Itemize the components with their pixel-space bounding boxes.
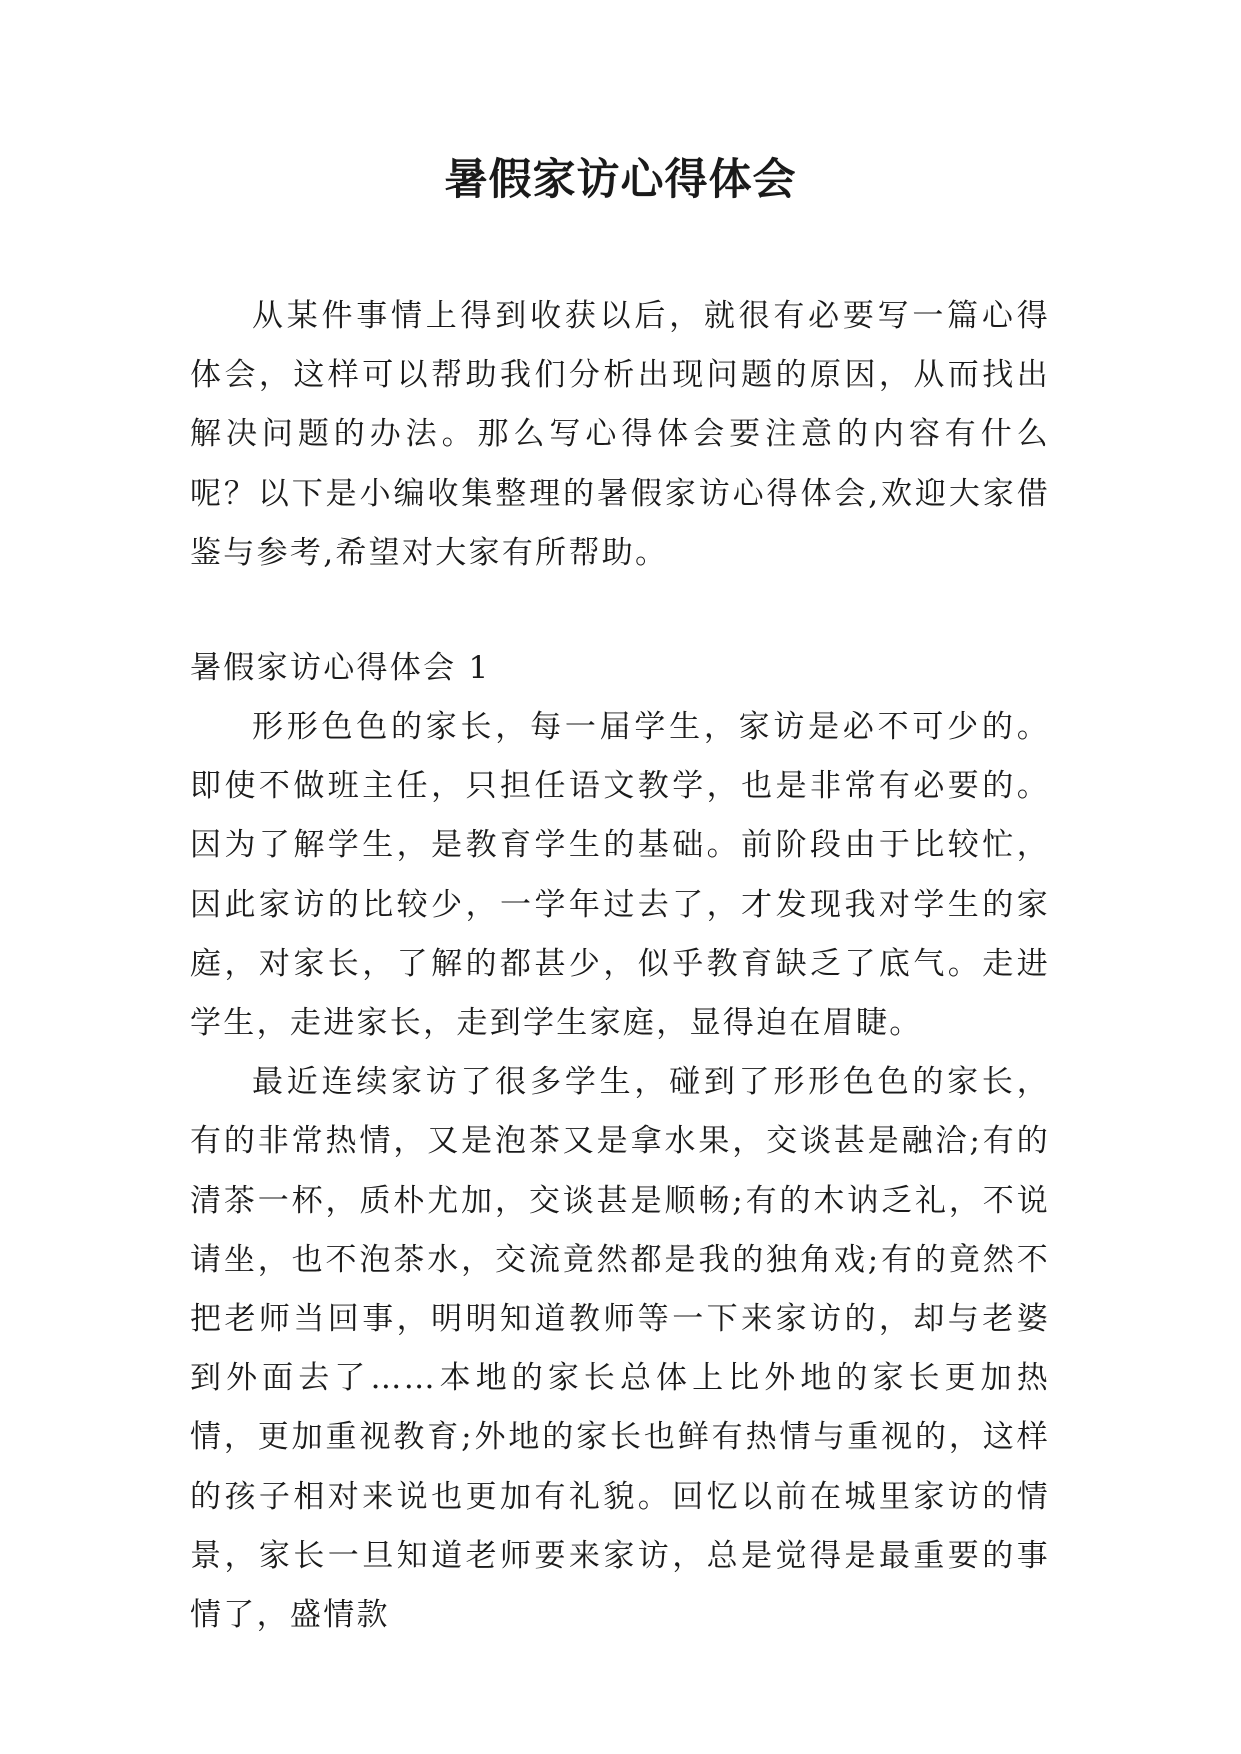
body-paragraph: 形形色色的家长，每一届学生，家访是必不可少的。即使不做班主任，只担任语文教学，也是非常有必要的。因为了解学生，是教育学生的基础。前阶段由于比较忙，因此家访的比较少，一学年过去了，才发现我对学生的家庭，对家长，了解的都甚少，似乎教育缺乏了底气。走进学生，走进家长，走到学生家庭，显得迫在眉睫。 <box>190 709 1050 1042</box>
intro-paragraph: 从某件事情上得到收获以后，就很有必要写一篇心得体会，这样可以帮助我们分析出现问题的原因，从而找出解决问题的办法。那么写心得体会要注意的内容有什么呢？以下是小编收集整理的暑假家访心得体会,欢迎大家借鉴与参考,希望对大家有所帮助。 <box>190 298 1050 571</box>
intro-section <box>190 287 1050 583</box>
document-title: 暑假家访心得体会 <box>444 155 797 205</box>
body-paragraph: 最近连续家访了很多学生，碰到了形形色色的家长，有的非常热情，又是泡茶又是拿水果，交谈甚是融洽;有的清茶一杯，质朴尤加，交谈甚是顺畅;有的木讷乏礼，不说请坐，也不泡茶水，交流竟然都是我的独角戏;有的竟然不把老师当回事，明明知道教师等一下来家访的，却与老婆到外面去了……本地的家长总体上比外地的家长更加热情，更加重视教育;外地的家长也鲜有热情与重视的，这样的孩子相对来说也更加有礼貌。回忆以前在城里家访的情景，家长一旦知道老师要来家访，总是觉得是最重要的事情了，盛情款 <box>190 1064 1050 1634</box>
section-heading: 暑假家访心得体会 1 <box>190 650 491 686</box>
section-body <box>190 698 1050 1645</box>
